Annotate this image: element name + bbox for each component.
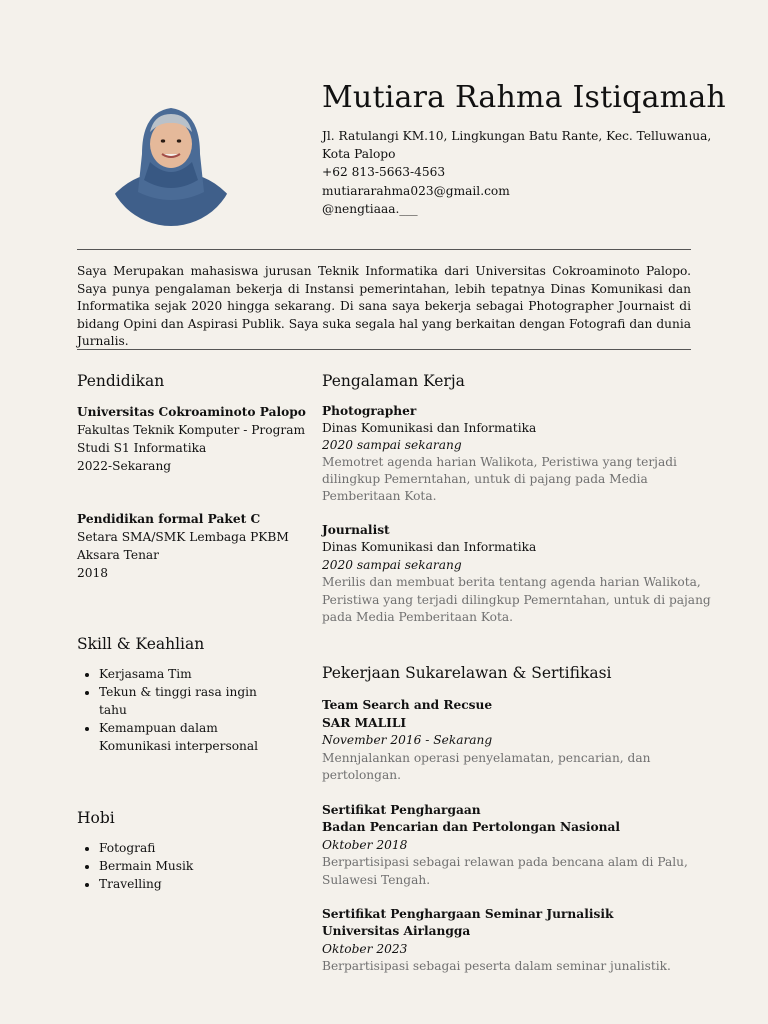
volunteer-role: Sertifikat Penghargaan xyxy=(322,803,481,817)
volunteer-org: Universitas Airlangga xyxy=(322,924,471,939)
experience-title: Pengalaman Kerja xyxy=(322,372,465,390)
skills-title: Skill & Keahlian xyxy=(77,635,205,653)
hobbies-title: Hobi xyxy=(77,809,115,827)
volunteer-item xyxy=(322,802,688,889)
divider-top xyxy=(77,249,691,250)
profile-photo xyxy=(106,96,236,226)
volunteer-org: Badan Pencarian dan Pertolongan Nasional xyxy=(322,820,621,835)
job-desc: Merilis dan membuat berita tentang agenda harian Walikota, xyxy=(322,575,701,590)
education-detail: Fakultas Teknik Komputer - Program xyxy=(77,423,306,437)
email: mutiararahma023@gmail.com xyxy=(322,183,510,198)
hobby-item: • Fotografi xyxy=(99,839,299,857)
job-period: 2020 sampai sekarang xyxy=(322,557,462,572)
divider-bottom xyxy=(77,349,691,350)
education-period: 2022-Sekarang xyxy=(77,459,172,473)
volunteer-role: Team Search and Recsue xyxy=(322,698,493,712)
volunteer-desc: Sulawesi Tengah. xyxy=(322,872,431,887)
volunteer-desc: Mennjalankan operasi penyelamatan, pencarian, dan xyxy=(322,750,651,765)
skill-item: • Kerjasama Tim xyxy=(99,665,299,683)
phone: +62 813-5663-4563 xyxy=(322,165,446,180)
job-role: Journalist xyxy=(322,523,390,537)
education-period: 2018 xyxy=(77,566,109,580)
volunteer-period: Oktober 2018 xyxy=(322,837,408,852)
skill-item: • Tekun & tinggi rasa ingin tahu xyxy=(99,683,299,719)
job-desc: Memotret agenda harian Walikota, Peristiwa yang terjadi xyxy=(322,455,677,469)
education-school: Pendidikan formal Paket C xyxy=(77,512,261,526)
job-org: Dinas Komunikasi dan Informatika xyxy=(322,421,537,435)
volunteer-org: SAR MALILI xyxy=(322,715,407,730)
job-period: 2020 sampai sekarang xyxy=(322,438,462,452)
volunteer-desc: Berpartisipasi sebagai peserta dalam seminar junalistik. xyxy=(322,959,671,974)
education-detail: Aksara Tenar xyxy=(77,548,160,562)
hobby-item: • Travelling xyxy=(99,875,299,893)
job-org: Dinas Komunikasi dan Informatika xyxy=(322,540,537,555)
education-school: Universitas Cokroaminoto Palopo xyxy=(77,405,306,419)
education-item xyxy=(77,403,306,475)
job-desc: pada Media Pemberitaan Kota. xyxy=(322,610,514,625)
profile-summary: Saya Merupakan mahasiswa jurusan Teknik Informatika dari Universitas Cokroaminoto Palopo. Saya punya pengalaman bekerja di Instansi pemerintahan, lebih tepatnya Dinas Komunikasi dan Informatika sejak 2020 hingga sekarang. Di sana saya bekerja sebagai Photographer Journaist di bidang Opini dan Aspirasi Publik. Saya suka segala hal yang berkaitan dengan Fotografi dan dunia Jurnalis. xyxy=(77,264,691,349)
address-line-2: Kota Palopo xyxy=(322,147,396,162)
education-title: Pendidikan xyxy=(77,372,165,390)
job-desc: Pemberitaan Kota. xyxy=(322,489,437,503)
hobbies-list xyxy=(77,839,299,893)
education-item xyxy=(77,510,289,582)
volunteer-title: Pekerjaan Sukarelawan & Sertifikasi xyxy=(322,664,612,682)
volunteer-period: Oktober 2023 xyxy=(322,941,408,956)
skills-list xyxy=(77,665,299,755)
hobby-item: • Bermain Musik xyxy=(99,857,299,875)
education-detail: Studi S1 Informatika xyxy=(77,441,207,455)
volunteer-desc: Berpartisipasi sebagai relawan pada bencana alam di Palu, xyxy=(322,855,688,870)
address-line-1: Jl. Ratulangi KM.10, Lingkungan Batu Rante, Kec. Telluwanua, xyxy=(322,129,712,143)
candidate-name: Mutiara Rahma Istiqamah xyxy=(322,80,726,115)
experience-item xyxy=(322,522,711,626)
volunteer-period: November 2016 - Sekarang xyxy=(322,733,493,748)
experience-item xyxy=(322,403,677,505)
volunteer-item xyxy=(322,697,650,785)
job-desc: Peristiwa yang terjadi dilingkup Pemerntahan, untuk di pajang xyxy=(322,592,711,607)
job-desc: dilingkup Pemerntahan, untuk di pajang pada Media xyxy=(322,472,648,486)
contact-info xyxy=(322,127,712,218)
job-role: Photographer xyxy=(322,404,417,418)
social-handle: @nengtiaaa.___ xyxy=(322,201,418,216)
education-detail: Setara SMA/SMK Lembaga PKBM xyxy=(77,530,289,544)
skill-item: • Kemampuan dalam Komunikasi interpersonal xyxy=(99,719,299,755)
volunteer-item xyxy=(322,906,671,976)
volunteer-desc: pertolongan. xyxy=(322,768,401,783)
volunteer-role: Sertifikat Penghargaan Seminar Jurnalisik xyxy=(322,907,614,921)
